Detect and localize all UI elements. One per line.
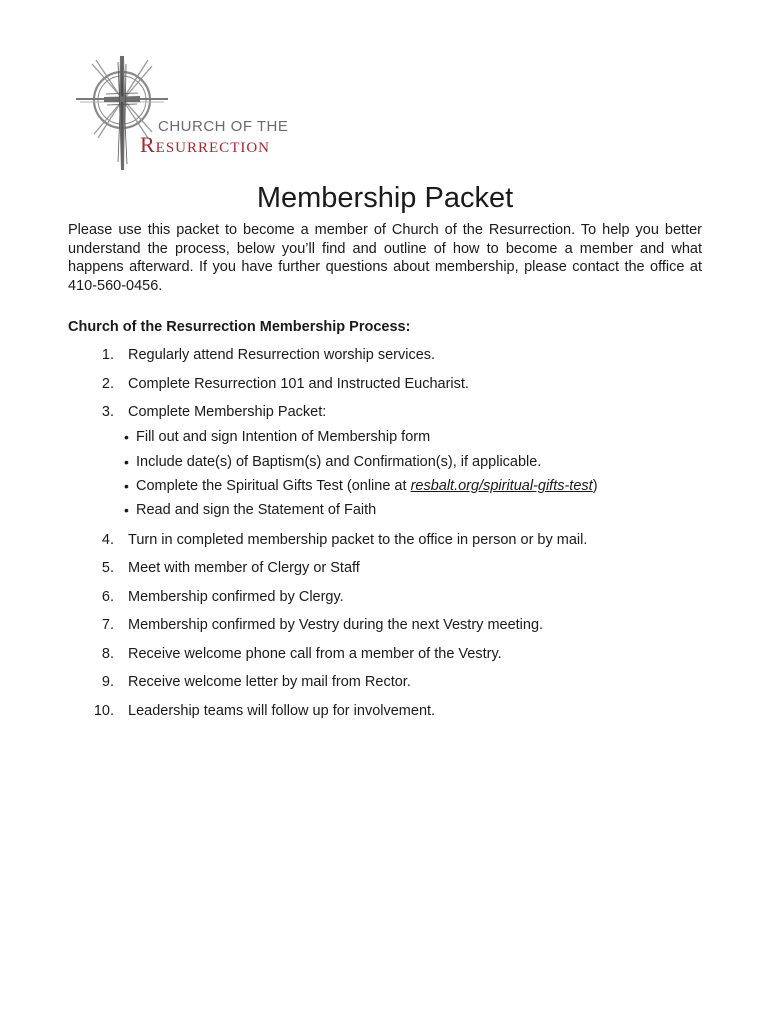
bullet-icon: • [124,454,129,470]
step-number: 2. [101,376,114,392]
step-text: Receive welcome letter by mail from Rector. [128,674,411,690]
bullet-icon: • [124,478,129,494]
logo-text-church-of-the: CHURCH OF THE [158,118,289,135]
step-text: Complete Resurrection 101 and Instructed Eucharist. [128,376,469,392]
step-number: 10. [93,703,114,719]
section-heading: Church of the Resurrection Membership Process: [68,319,411,335]
bullet-text: Include date(s) of Baptism(s) and Confirmation(s), if applicable. [136,454,542,470]
spiritual-gifts-test-link[interactable]: resbalt.org/spiritual-gifts-test [410,478,593,494]
bullet-text [136,478,598,494]
step-text: Meet with member of Clergy or Staff [128,560,360,576]
step-text: Membership confirmed by Clergy. [128,589,344,605]
step-number: 7. [101,617,114,633]
bullet-text-after: ) [592,478,598,494]
step-text: Complete Membership Packet: [128,404,327,420]
page-title: Membership Packet [256,182,514,214]
step-number: 6. [101,589,114,605]
church-logo [74,52,314,174]
bullet-text: Read and sign the Statement of Faith [136,502,377,518]
bullet-icon: • [124,502,129,518]
intro-paragraph: Please use this packet to become a member of Church of the Resurrection. To help you better understand the process, below you’ll find and outline of how to become a member and what happens afterward. If you have further questions about membership, please contact the office at 410-560-0456. [68,222,702,294]
logo-text-resurrection: Resurrection [140,132,271,157]
step-number: 9. [101,674,114,690]
bullet-text-before: Complete the Spiritual Gifts Test (online at [136,478,411,494]
step-text: Leadership teams will follow up for involvement. [128,703,436,719]
bullet-text: Fill out and sign Intention of Membership form [136,429,431,445]
step-text: Regularly attend Resurrection worship services. [128,347,436,363]
step-text: Membership confirmed by Vestry during the next Vestry meeting. [128,617,544,633]
step-number: 5. [101,560,114,576]
step-number: 8. [101,646,114,662]
bullet-icon: • [124,429,129,445]
step-number: 3. [101,404,114,420]
step-number: 1. [101,347,114,363]
step-number: 4. [101,532,114,548]
step-text: Receive welcome phone call from a member of the Vestry. [128,646,502,662]
step-text: Turn in completed membership packet to the office in person or by mail. [128,532,588,548]
